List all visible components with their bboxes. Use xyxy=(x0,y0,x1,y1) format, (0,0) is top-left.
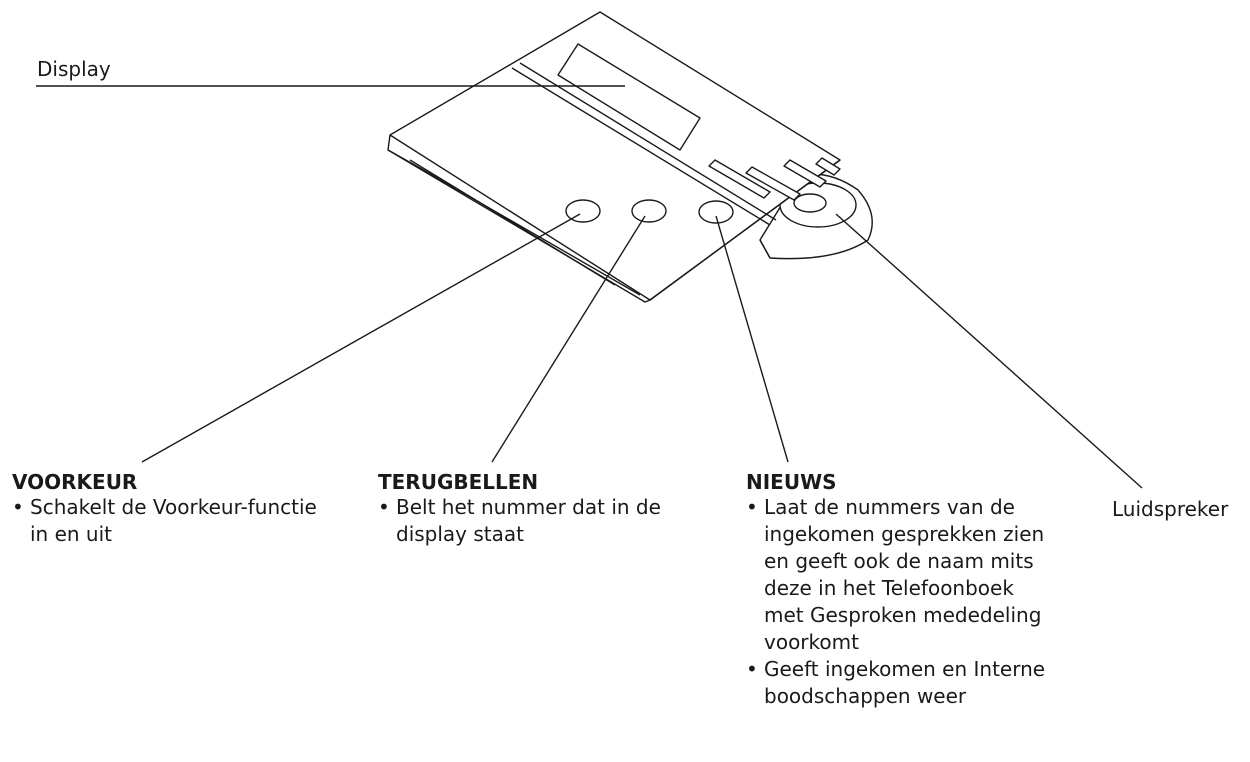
terugbellen-callout xyxy=(378,470,718,548)
nieuws-bullets xyxy=(746,494,1046,710)
voorkeur-leader-line xyxy=(142,214,580,462)
display-label: Display xyxy=(37,57,111,81)
nieuws-button xyxy=(699,201,733,223)
terugbellen-button xyxy=(632,200,666,222)
terugbellen-title: TERUGBELLEN xyxy=(378,470,539,494)
nieuws-bullet: • Laat de nummers van de ingekomen gesprekken zien en geeft ook de naam mits deze in het Telefoonboek met Gesproken mededeling voorkomt xyxy=(746,494,1046,656)
terugbellen-leader-line xyxy=(492,216,645,462)
luidspreker-leader-line xyxy=(836,214,1142,488)
nieuws-callout xyxy=(746,470,1046,710)
voorkeur-bullets xyxy=(12,494,332,548)
terugbellen-bullet: • Belt het nummer dat in de display staat xyxy=(378,494,718,548)
voorkeur-bullet: • Schakelt de Voorkeur-functie in en uit xyxy=(12,494,332,548)
nieuws-bullet: • Geeft ingekomen en Interne boodschappen weer xyxy=(746,656,1046,710)
voorkeur-title: VOORKEUR xyxy=(12,470,138,494)
terugbellen-bullets xyxy=(378,494,718,548)
luidspreker-label: Luidspreker xyxy=(1112,497,1229,521)
voorkeur-callout xyxy=(12,470,332,548)
nieuws-title: NIEUWS xyxy=(746,470,837,494)
